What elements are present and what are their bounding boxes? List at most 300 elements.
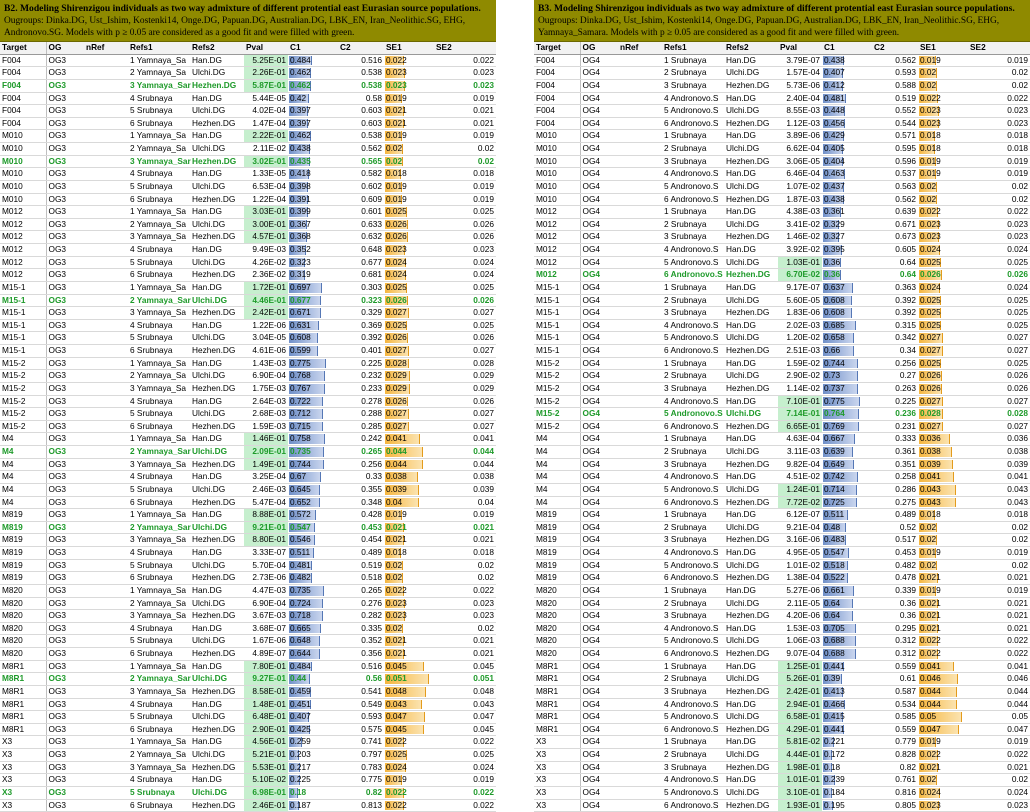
table-row [0, 597, 496, 610]
c1-value: 0.764 [824, 408, 845, 419]
cell-target: M820 [534, 635, 580, 648]
cell-c1 [822, 483, 872, 496]
cell-se2: 0.026 [968, 269, 1030, 282]
c1-value: 0.483 [824, 534, 845, 545]
cell-og: OG4 [580, 736, 618, 749]
cell-target: X3 [534, 736, 580, 749]
cell-og: OG4 [580, 130, 618, 143]
c1-value: 0.395 [824, 244, 845, 254]
se1-value: 0.026 [386, 395, 407, 406]
cell-refs1: 4 Srubnaya [128, 395, 190, 408]
table-row [534, 143, 1030, 156]
c1-value: 0.42 [290, 92, 307, 103]
table-row [0, 572, 496, 585]
cell-nref [84, 281, 128, 294]
cell-nref [618, 345, 662, 358]
cell-c2: 0.559 [872, 723, 918, 736]
cell-se1 [384, 723, 434, 736]
cell-pval: 2.02E-03 [778, 319, 822, 332]
cell-se2: 0.044 [968, 698, 1030, 711]
cell-refs1: 3 Srubnaya [662, 458, 724, 471]
cell-se2: 0.048 [434, 685, 496, 698]
cell-se2: 0.019 [968, 584, 1030, 597]
cell-c1 [822, 458, 872, 471]
cell-og: OG3 [46, 79, 84, 92]
cell-c2: 0.489 [872, 509, 918, 522]
cell-refs1: 2 Srubnaya [662, 446, 724, 459]
se1-value: 0.028 [386, 357, 407, 368]
table-row [0, 408, 496, 421]
cell-c2: 0.295 [872, 622, 918, 635]
cell-nref [84, 736, 128, 749]
cell-se2: 0.023 [968, 231, 1030, 244]
cell-nref [84, 521, 128, 534]
cell-c1 [288, 357, 338, 370]
se1-value: 0.044 [920, 685, 941, 696]
cell-refs2: Ulchi.DG [190, 408, 244, 421]
cell-target: M15-2 [0, 370, 46, 383]
c1-value: 0.522 [824, 572, 845, 583]
cell-c2: 0.282 [338, 610, 384, 623]
cell-c2: 0.56 [338, 673, 384, 686]
cell-se2: 0.036 [968, 433, 1030, 446]
table-row [0, 54, 496, 67]
cell-refs2: Ulchi.DG [724, 256, 778, 269]
cell-og: OG4 [580, 534, 618, 547]
se1-value: 0.041 [920, 660, 941, 671]
table-row [0, 231, 496, 244]
table-row [534, 698, 1030, 711]
cell-c1 [288, 496, 338, 509]
cell-refs2: Ulchi.DG [190, 218, 244, 231]
c1-value: 0.511 [824, 509, 845, 520]
cell-refs1: 6 Srubnaya [128, 648, 190, 661]
cell-refs1: 3 Srubnaya [662, 761, 724, 774]
cell-refs1: 2 Srubnaya [662, 673, 724, 686]
cell-refs1: 3 Yamnaya_Sa [128, 458, 190, 471]
cell-se2: 0.02 [434, 572, 496, 585]
cell-nref [618, 269, 662, 282]
cell-se2: 0.05 [968, 711, 1030, 724]
se1-value: 0.027 [920, 332, 941, 343]
cell-se1 [918, 547, 968, 560]
cell-refs1: 1 Yamnaya_Sa [128, 357, 190, 370]
cell-c2: 0.312 [872, 648, 918, 661]
cell-nref [618, 534, 662, 547]
cell-pval: 2.09E-01 [244, 446, 288, 459]
cell-refs2: Han.DG [724, 357, 778, 370]
cell-c2: 0.517 [872, 534, 918, 547]
cell-refs2: Ulchi.DG [190, 749, 244, 762]
cell-se2: 0.02 [434, 622, 496, 635]
cell-og: OG4 [580, 597, 618, 610]
cell-c2: 0.489 [338, 547, 384, 560]
cell-c2: 0.816 [872, 786, 918, 799]
c1-value: 0.184 [824, 786, 845, 797]
cell-se2: 0.019 [434, 193, 496, 206]
cell-nref [618, 319, 662, 332]
cell-pval: 2.94E-01 [778, 698, 822, 711]
cell-pval: 8.88E-01 [244, 509, 288, 522]
cell-c2: 0.275 [872, 496, 918, 509]
cell-pval: 4.95E-05 [778, 547, 822, 560]
panel-b3 [534, 0, 1030, 810]
table-row [534, 685, 1030, 698]
cell-target: M820 [0, 610, 46, 623]
cell-nref [84, 786, 128, 799]
cell-target: M15-1 [0, 319, 46, 332]
cell-target: M15-2 [534, 408, 580, 421]
cell-refs2: Hezhen.DG [724, 648, 778, 661]
cell-c2: 0.482 [872, 559, 918, 572]
cell-pval: 1.07E-02 [778, 180, 822, 193]
se1-value: 0.019 [920, 155, 941, 166]
cell-nref [84, 256, 128, 269]
table-row [0, 143, 496, 156]
cell-refs2: Ulchi.DG [724, 180, 778, 193]
c1-value: 0.451 [290, 698, 311, 709]
cell-se1 [384, 648, 434, 661]
cell-nref [618, 584, 662, 597]
se1-value: 0.025 [386, 206, 407, 217]
cell-target: M012 [534, 206, 580, 219]
cell-target: M819 [534, 509, 580, 522]
cell-refs1: 6 Andronovo.S [662, 193, 724, 206]
c1-value: 0.742 [824, 471, 845, 482]
cell-se2: 0.02 [968, 534, 1030, 547]
table-row [0, 319, 496, 332]
c1-value: 0.661 [824, 584, 845, 595]
cell-target: M819 [534, 547, 580, 560]
cell-se2: 0.022 [434, 736, 496, 749]
cell-nref [618, 294, 662, 307]
c1-value: 0.48 [824, 521, 841, 532]
se1-value: 0.02 [920, 521, 937, 532]
cell-se1 [918, 635, 968, 648]
cell-pval: 1.59E-03 [244, 420, 288, 433]
cell-refs1: 4 Andronovo.S [662, 168, 724, 181]
table-row [534, 231, 1030, 244]
cell-se2: 0.021 [968, 761, 1030, 774]
cell-refs2: Hezhen.DG [724, 420, 778, 433]
cell-pval: 7.14E-01 [778, 408, 822, 421]
panel-header [534, 0, 1030, 42]
table-header-row [534, 42, 1030, 54]
cell-target: M010 [0, 168, 46, 181]
cell-target: M4 [0, 433, 46, 446]
cell-refs1: 2 Yamnaya_Sar [128, 446, 190, 459]
cell-refs2: Hezhen.DG [190, 610, 244, 623]
cell-target: X3 [0, 749, 46, 762]
cell-refs2: Han.DG [190, 319, 244, 332]
cell-c2: 0.392 [872, 307, 918, 320]
cell-c1 [288, 572, 338, 585]
cell-nref [618, 382, 662, 395]
cell-refs1: 3 Srubnaya [662, 534, 724, 547]
cell-c2: 0.605 [872, 244, 918, 257]
cell-c1 [822, 521, 872, 534]
se1-value: 0.021 [920, 572, 941, 583]
c1-value: 0.429 [824, 130, 845, 141]
cell-nref [84, 635, 128, 648]
se1-value: 0.02 [386, 155, 403, 166]
cell-nref [84, 547, 128, 560]
cell-refs2: Ulchi.DG [724, 786, 778, 799]
se1-value: 0.021 [920, 622, 941, 633]
cell-se2: 0.028 [434, 357, 496, 370]
table-row [534, 534, 1030, 547]
c1-value: 0.652 [290, 496, 311, 507]
cell-c1 [288, 521, 338, 534]
cell-se1 [384, 635, 434, 648]
cell-nref [84, 660, 128, 673]
se1-value: 0.041 [920, 471, 941, 482]
table-row [0, 218, 496, 231]
cell-se2: 0.022 [968, 749, 1030, 762]
cell-nref [618, 79, 662, 92]
se1-value: 0.045 [386, 723, 407, 734]
cell-se1 [918, 143, 968, 156]
table-row [534, 294, 1030, 307]
c1-value: 0.64 [824, 610, 841, 621]
cell-og: OG3 [46, 193, 84, 206]
cell-target: F004 [534, 79, 580, 92]
cell-c2: 0.335 [338, 622, 384, 635]
cell-refs2: Han.DG [724, 774, 778, 787]
cell-refs2: Han.DG [190, 584, 244, 597]
cell-og: OG3 [46, 345, 84, 358]
cell-refs1: 1 Yamnaya_Sa [128, 584, 190, 597]
cell-se2: 0.041 [434, 433, 496, 446]
cell-c2: 0.64 [872, 269, 918, 282]
cell-se1 [384, 799, 434, 812]
cell-nref [84, 483, 128, 496]
table-row [0, 673, 496, 686]
cell-pval: 2.26E-01 [244, 67, 288, 80]
cell-og: OG4 [580, 471, 618, 484]
cell-og: OG3 [46, 382, 84, 395]
cell-refs2: Han.DG [190, 244, 244, 257]
cell-se2: 0.024 [434, 269, 496, 282]
cell-target: M010 [534, 180, 580, 193]
se1-value: 0.027 [920, 420, 941, 431]
cell-pval: 8.58E-01 [244, 685, 288, 698]
cell-refs1: 5 Andronovo.S [662, 786, 724, 799]
table-row [0, 723, 496, 736]
column-header-nref: nRef [618, 42, 662, 54]
se1-value: 0.046 [920, 673, 941, 684]
cell-se1 [918, 231, 968, 244]
cell-c2: 0.401 [338, 345, 384, 358]
cell-pval: 4.46E-01 [244, 294, 288, 307]
table-row [534, 622, 1030, 635]
table-row [534, 269, 1030, 282]
cell-refs2: Han.DG [724, 622, 778, 635]
cell-target: M820 [534, 597, 580, 610]
c1-value: 0.44 [290, 673, 307, 684]
cell-refs2: Hezhen.DG [190, 648, 244, 661]
cell-se1 [918, 660, 968, 673]
cell-og: OG3 [46, 92, 84, 105]
cell-c2: 0.538 [338, 67, 384, 80]
table-row [534, 648, 1030, 661]
cell-refs2: Hezhen.DG [724, 307, 778, 320]
cell-c1 [822, 749, 872, 762]
cell-pval: 5.27E-06 [778, 584, 822, 597]
cell-c1 [288, 799, 338, 812]
cell-refs2: Han.DG [190, 547, 244, 560]
se1-value: 0.047 [920, 723, 941, 734]
cell-target: M15-1 [0, 281, 46, 294]
se1-value: 0.026 [386, 294, 407, 305]
cell-target: M819 [0, 521, 46, 534]
cell-nref [84, 218, 128, 231]
cell-nref [618, 332, 662, 345]
cell-se2: 0.021 [434, 117, 496, 130]
cell-se1 [918, 105, 968, 118]
cell-se1 [384, 193, 434, 206]
cell-se2: 0.021 [434, 648, 496, 661]
cell-se2: 0.019 [434, 180, 496, 193]
table-row [0, 180, 496, 193]
se1-value: 0.025 [386, 281, 407, 292]
cell-c1 [288, 370, 338, 383]
cell-c2: 0.453 [872, 547, 918, 560]
cell-se1 [384, 319, 434, 332]
cell-nref [618, 622, 662, 635]
se1-value: 0.022 [386, 736, 407, 747]
cell-pval: 1.87E-03 [778, 193, 822, 206]
cell-c2: 0.58 [338, 92, 384, 105]
table-row [0, 635, 496, 648]
se1-value: 0.023 [920, 117, 941, 128]
cell-target: X3 [534, 774, 580, 787]
column-header-pval: Pval [778, 42, 822, 54]
cell-target: M4 [0, 458, 46, 471]
table-row [0, 711, 496, 724]
cell-pval: 2.42E-01 [244, 307, 288, 320]
c1-value: 0.482 [290, 572, 311, 583]
cell-target: M15-1 [0, 307, 46, 320]
cell-nref [618, 572, 662, 585]
cell-c2: 0.428 [338, 509, 384, 522]
table-row [0, 471, 496, 484]
cell-c1 [288, 105, 338, 118]
c1-value: 0.644 [290, 648, 311, 658]
column-header-refs1: Refs1 [662, 42, 724, 54]
cell-target: M010 [0, 180, 46, 193]
cell-se1 [384, 269, 434, 282]
cell-c2: 0.225 [872, 395, 918, 408]
cell-refs1: 2 Yamnaya_Sa [128, 218, 190, 231]
c1-value: 0.398 [290, 180, 311, 191]
cell-se1 [918, 345, 968, 358]
cell-se1 [384, 673, 434, 686]
cell-refs2: Han.DG [190, 130, 244, 143]
cell-c1 [288, 660, 338, 673]
cell-target: M012 [0, 256, 46, 269]
cell-nref [618, 547, 662, 560]
cell-nref [84, 79, 128, 92]
cell-refs1: 2 Srubnaya [662, 294, 724, 307]
cell-nref [84, 610, 128, 623]
cell-se2: 0.029 [434, 382, 496, 395]
cell-nref [84, 269, 128, 282]
cell-refs2: Hezhen.DG [190, 79, 244, 92]
c1-value: 0.73 [824, 370, 841, 381]
cell-refs1: 6 Andronovo.S [662, 117, 724, 130]
cell-c1 [288, 231, 338, 244]
cell-refs1: 4 Srubnaya [128, 92, 190, 105]
cell-pval: 3.06E-05 [778, 155, 822, 168]
cell-se2: 0.018 [968, 509, 1030, 522]
cell-c2: 0.593 [872, 67, 918, 80]
cell-og: OG4 [580, 559, 618, 572]
cell-c1 [822, 446, 872, 459]
table-row [534, 547, 1030, 560]
cell-pval: 7.80E-01 [244, 660, 288, 673]
table-row [534, 395, 1030, 408]
cell-pval: 5.47E-04 [244, 496, 288, 509]
cell-nref [618, 446, 662, 459]
cell-pval: 5.60E-05 [778, 294, 822, 307]
cell-refs1: 3 Srubnaya [662, 231, 724, 244]
cell-se2: 0.025 [968, 307, 1030, 320]
se1-value: 0.025 [920, 357, 941, 368]
se1-value: 0.018 [920, 143, 941, 153]
cell-refs1: 5 Srubnaya [128, 635, 190, 648]
se1-value: 0.02 [920, 193, 937, 204]
cell-se2: 0.021 [968, 622, 1030, 635]
c1-value: 0.195 [824, 799, 845, 810]
cell-se1 [918, 155, 968, 168]
table-row [534, 711, 1030, 724]
cell-c2: 0.286 [872, 483, 918, 496]
cell-c1 [822, 218, 872, 231]
cell-c2: 0.231 [872, 420, 918, 433]
cell-pval: 9.07E-04 [778, 648, 822, 661]
c1-value: 0.456 [824, 117, 845, 128]
cell-nref [84, 357, 128, 370]
cell-se1 [384, 218, 434, 231]
se1-value: 0.026 [920, 370, 941, 381]
cell-refs2: Ulchi.DG [724, 370, 778, 383]
cell-se1 [384, 685, 434, 698]
cell-c2: 0.516 [338, 54, 384, 67]
cell-refs2: Hezhen.DG [724, 723, 778, 736]
cell-og: OG4 [580, 231, 618, 244]
table-row [534, 471, 1030, 484]
cell-se2: 0.02 [968, 193, 1030, 206]
cell-refs1: 3 Srubnaya [662, 307, 724, 320]
cell-pval: 6.46E-04 [778, 168, 822, 181]
cell-refs2: Ulchi.DG [190, 370, 244, 383]
cell-c1 [288, 673, 338, 686]
se1-value: 0.044 [920, 698, 941, 709]
cell-se1 [384, 761, 434, 774]
c1-value: 0.18 [824, 761, 841, 772]
c1-value: 0.463 [824, 168, 845, 179]
panel-b2 [0, 0, 496, 810]
cell-refs2: Han.DG [724, 509, 778, 522]
cell-refs1: 1 Srubnaya [662, 206, 724, 219]
cell-pval: 4.57E-01 [244, 231, 288, 244]
cell-refs2: Hezhen.DG [190, 761, 244, 774]
cell-pval: 3.11E-03 [778, 446, 822, 459]
cell-c1 [822, 496, 872, 509]
cell-pval: 4.02E-04 [244, 105, 288, 118]
cell-pval: 1.46E-02 [778, 231, 822, 244]
